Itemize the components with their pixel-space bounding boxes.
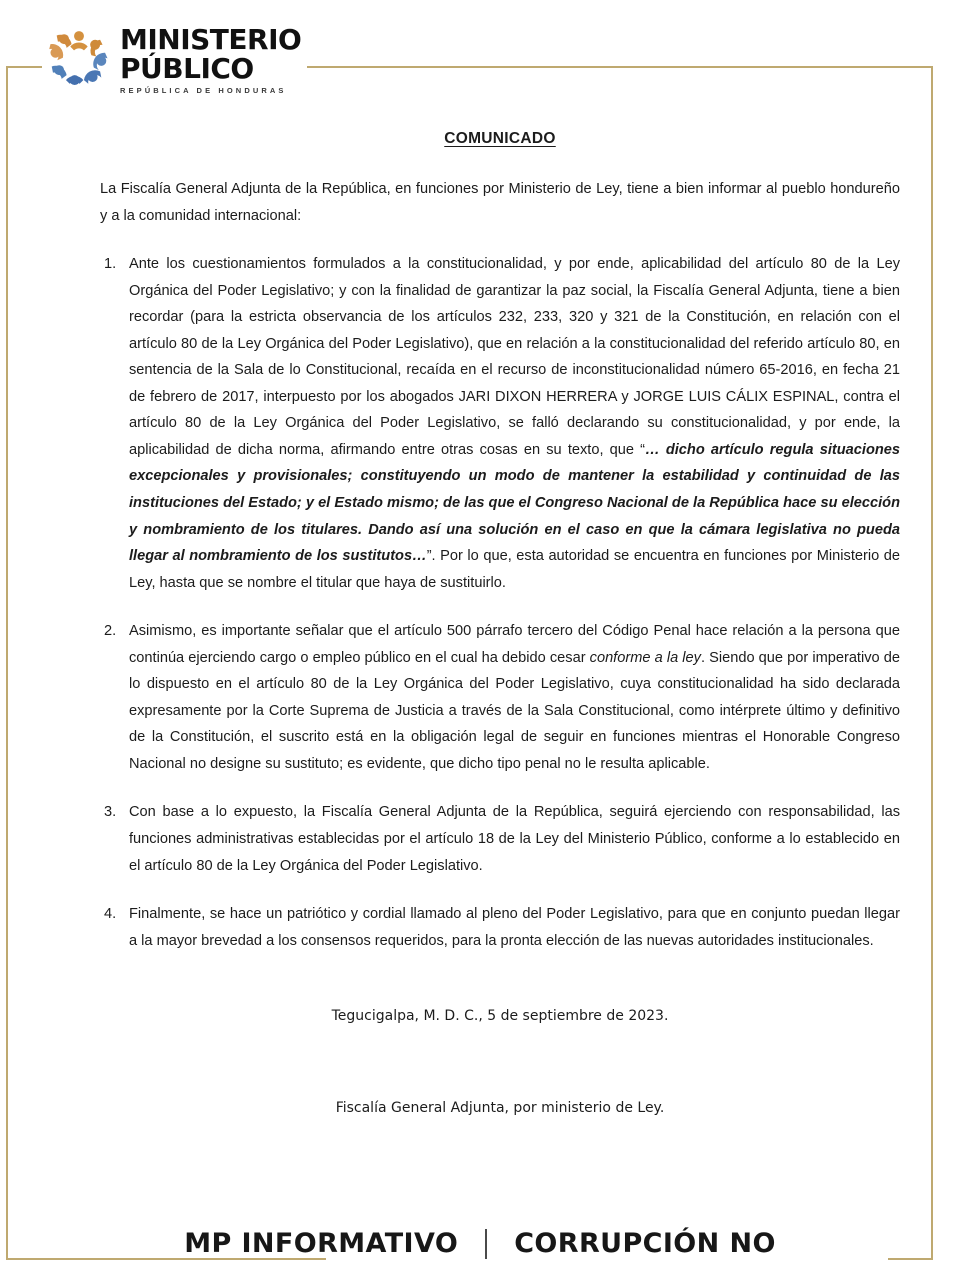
item-text-before-quote: Con base a lo expuesto, la Fiscalía General Adjunta de la República, seguirá ejerciendo con responsabilidad, las funciones administrativas establecidas por el artículo 18 de la Ley del Ministerio Público, conforme a lo establecido en el artículo 80 de la Ley Orgánica del Poder Legislativo.	[129, 804, 900, 874]
document-title: COMUNICADO	[444, 130, 556, 147]
item-text-after-quote: ”. Por lo que, esta autoridad se encuentra en funciones por Ministerio de Ley, hasta que se nombre el titular que haya de sustituirlo.	[129, 548, 900, 591]
list-item	[100, 901, 900, 954]
closing-date: Tegucigalpa, M. D. C., 5 de septiembre de 2023.	[331, 1008, 669, 1024]
item-quote: … dicho artículo regula situaciones excepcionales y provisionales; constituyendo un modo de mantener la estabilidad y continuidad de las instituciones del Estado; y el Estado mismo; de las que el Congreso Nacional de la República hace su elección y nombramiento de los titulares. Dando así una solución en el caso en que la cámara legislativa no pueda llegar al nombramiento de los sustitutos…	[129, 441, 901, 565]
item-quote: conforme a la ley	[589, 649, 701, 666]
circle-of-people-icon	[48, 28, 110, 90]
frame-border-left	[6, 66, 8, 1260]
frame-border-top-left	[6, 66, 42, 68]
item-text-before-quote: Finalmente, se hace un patriótico y cordial llamado al pleno del Poder Legislativo, para que en conjunto puedan llegar a la mayor brevedad a los consensos requeridos, para la pronta elección de las nuevas autoridades institucionales.	[129, 906, 900, 949]
frame-border-top-right	[271, 66, 933, 68]
frame-border-right	[931, 66, 933, 1260]
list-item	[100, 251, 900, 596]
footer-left-text: MP INFORMATIVO	[184, 1228, 459, 1259]
lead-paragraph: La Fiscalía General Adjunta de la República, en funciones por Ministerio de Ley, tiene a bien informar al pueblo hondureño y a la comunidad internacional:	[100, 181, 900, 224]
numbered-items-list	[100, 251, 900, 954]
item-text-before-quote: Asimismo, es importante señalar que el artículo 500 párrafo tercero del Código Penal hace relación a la persona que continúa ejerciendo cargo o empleo público en el cual ha debido cesar	[129, 623, 900, 666]
closing-signature: Fiscalía General Adjunta, por ministerio de Ley.	[335, 1100, 665, 1116]
wordmark-publico: PÚBLICO	[120, 51, 254, 85]
item-text-before-quote: Ante los cuestionamientos formulados a la constitucionalidad, y por ende, aplicabilidad del artículo 80 de la Ley Orgánica del Poder Legislativo; y con la finalidad de garantizar la paz social, la Fiscalía General Adjunta, tiene a bien recordar (para la estricta observancia de los artículos 232, 233, 320 y 321 de la Constitución, en relación con el artículo 80 de la Ley Orgánica del Poder Legislativo), que en relación a la constitucionalidad del referido artículo 80, en sentencia de la Sala de lo Constitucional, recaída en el recurso de inconstitucionalidad número 65-2016, en fecha 21 de febrero de 2017, interpuesto por los abogados JARI DIXON HERRERA y JORGE LUIS CÁLIX ESPINAL, contra el artículo 80 de la Ley Orgánica del Poder Legislativo, se falló declarando su constitucionalidad, y por ende, la aplicabilidad de dicha norma, afirmando entre otras cosas en su texto, que “	[129, 256, 900, 458]
list-item	[100, 799, 900, 879]
footer-right-text: CORRUPCIÓN NO	[514, 1228, 776, 1259]
wordmark	[120, 24, 301, 95]
wordmark-ministerio: MINISTERIO	[120, 23, 302, 56]
footer-banner	[0, 1228, 960, 1259]
wordmark-subtitle: REPÚBLICA DE HONDURAS	[120, 86, 287, 96]
document-body	[100, 130, 900, 976]
organization-logo	[42, 24, 307, 95]
footer-divider	[485, 1229, 487, 1259]
item-text-after-quote: . Siendo que por imperativo de lo dispuesto en el artículo 80 de la Ley Orgánica del Poder Legislativo, cuya constitucionalidad ha sido declarada expresamente por la Corte Suprema de Justicia a través de la Sala Constitucional, como intérprete último y definitivo de la Constitución, el suscrito está en la obligación legal de seguir en funciones mientras el Honorable Congreso Nacional no designe su sustituto; es evidente, que dicho tipo penal no le resulta aplicable.	[129, 649, 900, 772]
list-item	[100, 618, 900, 777]
